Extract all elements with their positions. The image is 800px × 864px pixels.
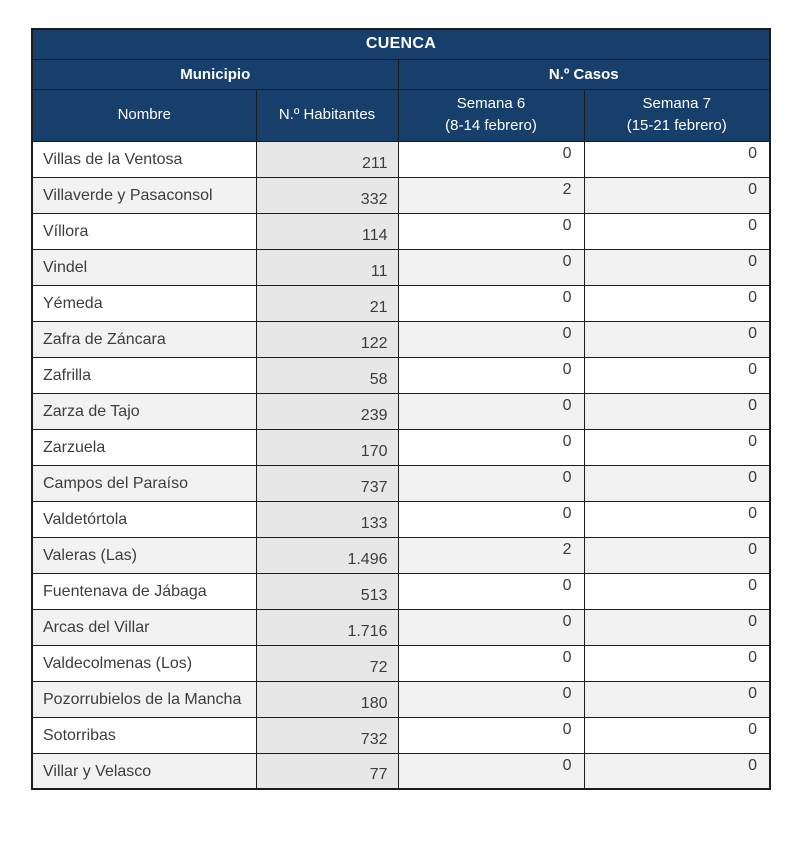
semana6-value: 0 bbox=[398, 141, 584, 177]
table-header bbox=[32, 29, 770, 141]
municipality-name: Pozorrubielos de la Mancha bbox=[32, 681, 256, 717]
semana6-value: 0 bbox=[398, 501, 584, 537]
municipality-name: Campos del Paraíso bbox=[32, 465, 256, 501]
column-header-semana6 bbox=[398, 89, 584, 141]
semana7-value: 0 bbox=[584, 465, 770, 501]
habitantes-value: 21 bbox=[256, 285, 398, 321]
semana6-value: 0 bbox=[398, 753, 584, 789]
municipality-name: Yémeda bbox=[32, 285, 256, 321]
semana6-value: 2 bbox=[398, 537, 584, 573]
table-row bbox=[32, 753, 770, 789]
municipality-name: Víllora bbox=[32, 213, 256, 249]
habitantes-value: 72 bbox=[256, 645, 398, 681]
column-header-row bbox=[32, 89, 770, 141]
semana7-value: 0 bbox=[584, 357, 770, 393]
habitantes-value: 170 bbox=[256, 429, 398, 465]
province-title: CUENCA bbox=[32, 29, 770, 59]
semana6-value: 2 bbox=[398, 177, 584, 213]
semana7-value: 0 bbox=[584, 393, 770, 429]
cases-table bbox=[31, 28, 771, 790]
table-row bbox=[32, 177, 770, 213]
semana7-value: 0 bbox=[584, 213, 770, 249]
habitantes-value: 122 bbox=[256, 321, 398, 357]
semana7-value: 0 bbox=[584, 429, 770, 465]
habitantes-value: 11 bbox=[256, 249, 398, 285]
semana6-value: 0 bbox=[398, 249, 584, 285]
habitantes-value: 58 bbox=[256, 357, 398, 393]
column-header-semana7 bbox=[584, 89, 770, 141]
table-row bbox=[32, 573, 770, 609]
table-body bbox=[32, 141, 770, 789]
semana7-value: 0 bbox=[584, 753, 770, 789]
habitantes-value: 239 bbox=[256, 393, 398, 429]
municipality-name: Villas de la Ventosa bbox=[32, 141, 256, 177]
semana7-value: 0 bbox=[584, 249, 770, 285]
habitantes-value: 513 bbox=[256, 573, 398, 609]
column-header-nombre: Nombre bbox=[32, 89, 256, 141]
semana7-value: 0 bbox=[584, 717, 770, 753]
semana7-value: 0 bbox=[584, 501, 770, 537]
municipality-name: Sotorribas bbox=[32, 717, 256, 753]
semana7-value: 0 bbox=[584, 285, 770, 321]
habitantes-value: 732 bbox=[256, 717, 398, 753]
table-row bbox=[32, 681, 770, 717]
semana7-value: 0 bbox=[584, 537, 770, 573]
municipality-name: Valdetórtola bbox=[32, 501, 256, 537]
table-row bbox=[32, 285, 770, 321]
table-row bbox=[32, 321, 770, 357]
habitantes-value: 180 bbox=[256, 681, 398, 717]
table-row bbox=[32, 141, 770, 177]
habitantes-value: 1.496 bbox=[256, 537, 398, 573]
municipality-name: Villaverde y Pasaconsol bbox=[32, 177, 256, 213]
municipality-name: Zafrilla bbox=[32, 357, 256, 393]
table-row bbox=[32, 249, 770, 285]
semana6-value: 0 bbox=[398, 465, 584, 501]
semana6-value: 0 bbox=[398, 357, 584, 393]
table-row bbox=[32, 393, 770, 429]
semana6-value: 0 bbox=[398, 321, 584, 357]
semana7-value: 0 bbox=[584, 141, 770, 177]
habitantes-value: 114 bbox=[256, 213, 398, 249]
table-row bbox=[32, 213, 770, 249]
group-header-municipio: Municipio bbox=[32, 59, 398, 89]
semana6-value: 0 bbox=[398, 609, 584, 645]
group-header-casos: N.º Casos bbox=[398, 59, 770, 89]
table-row bbox=[32, 501, 770, 537]
habitantes-value: 332 bbox=[256, 177, 398, 213]
municipality-name: Zarza de Tajo bbox=[32, 393, 256, 429]
table-row bbox=[32, 609, 770, 645]
title-row bbox=[32, 29, 770, 59]
semana7-value: 0 bbox=[584, 609, 770, 645]
municipality-name: Villar y Velasco bbox=[32, 753, 256, 789]
habitantes-value: 1.716 bbox=[256, 609, 398, 645]
semana7-value: 0 bbox=[584, 645, 770, 681]
semana6-value: 0 bbox=[398, 213, 584, 249]
municipality-name: Valdecolmenas (Los) bbox=[32, 645, 256, 681]
municipality-name: Vindel bbox=[32, 249, 256, 285]
semana6-value: 0 bbox=[398, 393, 584, 429]
semana6-value: 0 bbox=[398, 429, 584, 465]
municipality-name: Arcas del Villar bbox=[32, 609, 256, 645]
table-row bbox=[32, 717, 770, 753]
habitantes-value: 133 bbox=[256, 501, 398, 537]
semana7-value: 0 bbox=[584, 177, 770, 213]
municipality-name: Zarzuela bbox=[32, 429, 256, 465]
table-row bbox=[32, 429, 770, 465]
habitantes-value: 211 bbox=[256, 141, 398, 177]
municipality-name: Valeras (Las) bbox=[32, 537, 256, 573]
municipality-name: Zafra de Záncara bbox=[32, 321, 256, 357]
habitantes-value: 737 bbox=[256, 465, 398, 501]
group-header-row bbox=[32, 59, 770, 89]
semana6-value: 0 bbox=[398, 717, 584, 753]
table-row bbox=[32, 357, 770, 393]
table-row bbox=[32, 645, 770, 681]
semana7-value: 0 bbox=[584, 573, 770, 609]
municipality-name: Fuentenava de Jábaga bbox=[32, 573, 256, 609]
semana7-label: Semana 7 bbox=[642, 95, 711, 113]
semana6-value: 0 bbox=[398, 285, 584, 321]
column-header-habitantes: N.º Habitantes bbox=[256, 89, 398, 141]
habitantes-value: 77 bbox=[256, 753, 398, 789]
semana6-dates: (8-14 febrero) bbox=[445, 117, 537, 134]
semana7-value: 0 bbox=[584, 681, 770, 717]
semana6-value: 0 bbox=[398, 645, 584, 681]
semana7-dates: (15-21 febrero) bbox=[626, 117, 727, 134]
table-row bbox=[32, 537, 770, 573]
semana6-value: 0 bbox=[398, 573, 584, 609]
table-row bbox=[32, 465, 770, 501]
semana7-value: 0 bbox=[584, 321, 770, 357]
semana6-value: 0 bbox=[398, 681, 584, 717]
semana6-label: Semana 6 bbox=[456, 95, 526, 113]
